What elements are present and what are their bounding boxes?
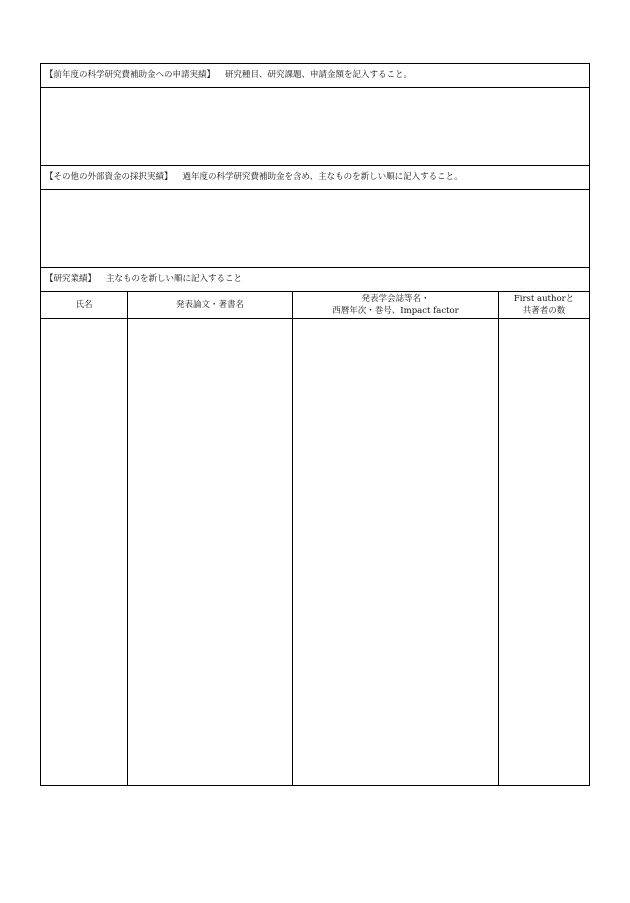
achievements-table-header — [41, 292, 589, 319]
title-column-cell[interactable] — [128, 319, 293, 785]
achievements-table-body — [41, 319, 589, 785]
header-authors-line1: First authorと — [513, 294, 575, 304]
prior-grant-label: 【前年度の科学研究費補助金への申請実績】 — [45, 70, 216, 80]
column-header-name — [41, 292, 128, 318]
header-journal-line1: 発表学会誌等名・ — [361, 294, 430, 304]
column-header-journal — [293, 292, 499, 318]
external-funding-entry-area[interactable] — [41, 190, 589, 268]
prior-grant-entry-area[interactable] — [41, 88, 589, 166]
prior-grant-instruction: 研究種目、研究課題、申請金額を記入すること。 — [225, 70, 413, 80]
prior-grant-header — [41, 64, 589, 88]
research-form — [40, 63, 590, 786]
external-funding-label: 【その他の外部資金の採択実績】 — [45, 172, 173, 182]
header-authors-line2: 共著者の数 — [522, 306, 566, 316]
header-name-text: 氏名 — [75, 300, 93, 310]
external-funding-header — [41, 166, 589, 190]
header-journal-line2: 西暦年次・巻号、Impact factor — [332, 306, 459, 316]
achievements-header — [41, 268, 589, 292]
achievements-instruction: 主なものを新しい順に記入すること — [106, 274, 243, 284]
journal-column-cell[interactable] — [293, 319, 499, 785]
header-title-text: 発表論文・著書名 — [175, 300, 244, 310]
external-funding-instruction: 過年度の科学研究費補助金を含め、主なものを新しい順に記入すること。 — [182, 172, 463, 182]
column-header-authors — [499, 292, 589, 318]
authors-column-cell[interactable] — [499, 319, 589, 785]
column-header-title — [128, 292, 293, 318]
achievements-label: 【研究業績】 — [45, 274, 97, 284]
name-column-cell[interactable] — [41, 319, 128, 785]
